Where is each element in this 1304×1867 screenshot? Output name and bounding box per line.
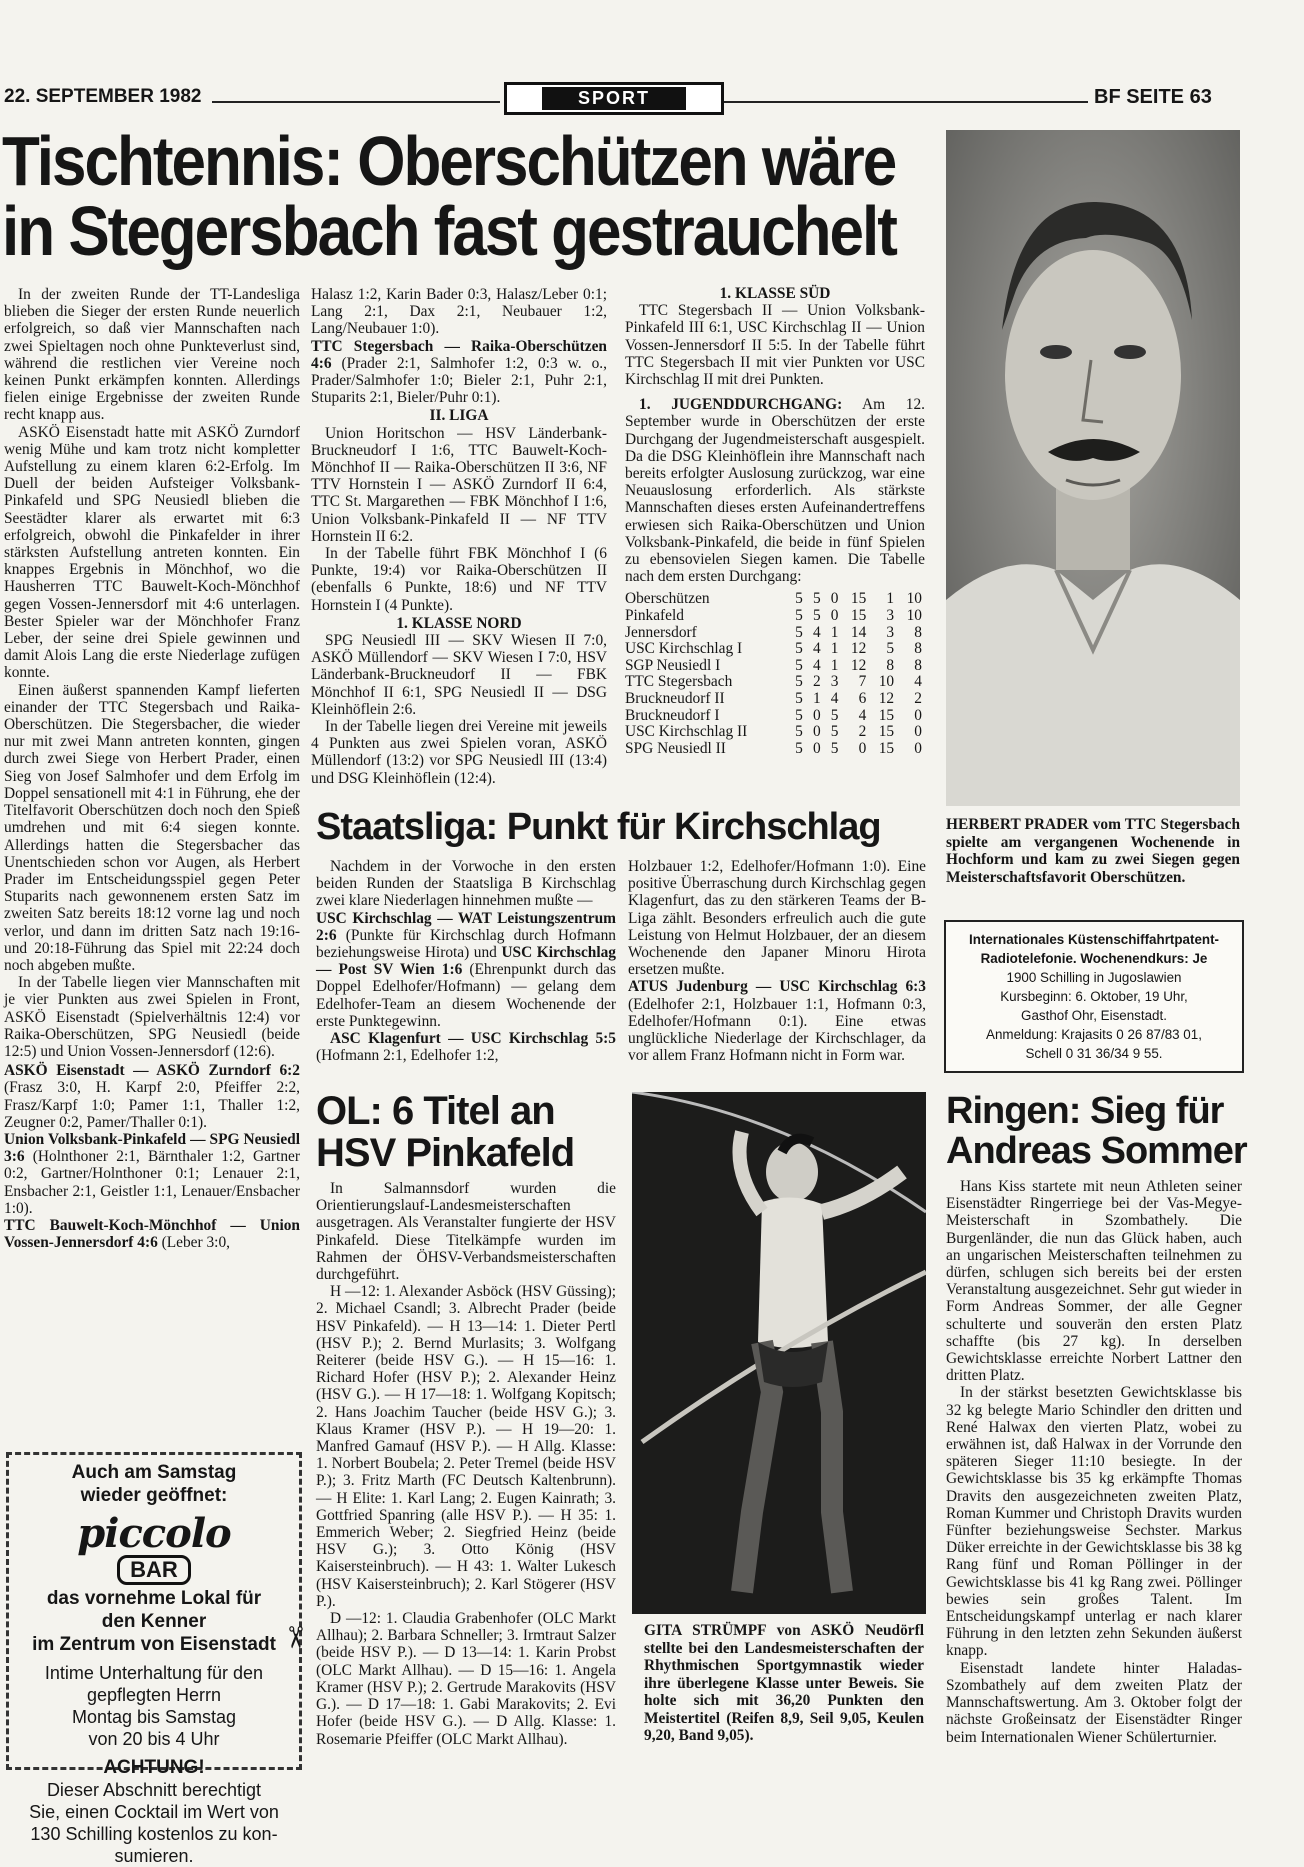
main-headline-line1: Tischtennis: Oberschützen wäre [2,123,896,201]
standings-value: 12 [850,640,867,658]
standings-team: SGP Neusiedl I [625,656,721,674]
main-headline [2,123,922,271]
staatsliga-right [628,858,926,1064]
piccolo-achtung: ACHTUNG! [103,1757,205,1778]
ringen-headline-line2: Andreas Sommer [946,1129,1247,1172]
standings-value: 15 [878,706,895,724]
standings-value: 3 [830,673,839,691]
standings-row [625,658,925,675]
jugend-text: 1. JUGENDDURCHGANG: Am 12. September wurde in Oberschützen der erste Durchgang der Jugendmeisterschaft ausgespielt. Da die DSG Kleinhöflein ihre Mannschaft nach bereits erfolgter Auslosung zurückzog, war eine Neuauslosung erforderlich. Als stärkste Mannschaften dieses ersten Aufeinandertreffens erwiesen sich Raika-Oberschützen und Union Volksbank-Pinkafeld, die beide in fünf Spielen zu ebensovielen Siegen kamen. Die Tabelle nach dem ersten Durchgang: [625,396,925,586]
course-ad-line: Kursbeginn: 6. Oktober, 19 Uhr, [1000,989,1188,1004]
standings-team: Oberschützen [625,590,710,608]
scissors-icon: ✂ [278,1624,312,1651]
standings-value: 4 [858,706,867,724]
issue-date: 22. SEPTEMBER 1982 [4,86,202,107]
piccolo-info: gepflegten Herrn [86,1685,222,1705]
standings-row [625,724,925,741]
col1-paragraph: In der Tabelle liegen vier Mannschaften mit je vier Punkten aus zwei Spielen in Front, ASKÖ Eisenstadt (Spielverhältnis 12:4) vor Raika-Oberschützen, SPG Neusiedl (beide 12:5) und Union Vossen-Jennersdorf (12:6). [4,974,300,1060]
nord-table-text: In der Tabelle liegen drei Vereine mit jeweils 4 Punkten aus zwei Spielen voran, ASKÖ Müllendorf (13:2) vor SPG Neusiedl III (13:4) und DSG Kleinhöflein (12:4). [311,718,607,787]
piccolo-logo-bar: BAR [117,1555,191,1585]
piccolo-logo-script: piccolo [77,1510,231,1557]
standings-value: 0 [914,723,922,741]
course-ad-line: Anmeldung: Krajasits 0 26 87/83 01, [986,1027,1202,1042]
standings-value: 1 [812,690,821,708]
standings-value: 12 [878,690,895,708]
sued-text: TTC Stegersbach II — Union Volksbank-Pinkafeld III 6:1, USC Kirchschlag II — Union Vossen-Jennersdorf II 5:5. In der Tabelle führt TTC Stegersbach II mit vier Punkten vor USC Kirchschlag II mit drei Punkten. [625,302,925,389]
ol-results-women: D —12: 1. Claudia Grabenhofer (OLC Markt Allhau); 2. Barbara Schneller; 3. Irmtraut Salzer (beide HSV P.). — D 13—14: 1. Karin Probst (OLC Markt Allhau). — D 15—16: 1. Angela Kramer (HSV P.); 2. Gertrude Marakovits (HSV G.). — D 17—18: 1. Gabi Marakovits; 2. Evi Hofer (beide HSV G.). — D Allg. Klasse: 1. Rosemarie Pfeiffer (OLC Markt Allhau). [316,1610,616,1748]
piccolo-bar-ad [6,1452,302,1866]
col1-paragraph: Einen äußerst spannenden Kampf lieferten einander der TTC Stegersbach und Raika-Oberschützen. Die Stegersbacher, die wieder nur mit zwei Mann antreten konnten, gingen durch zwei Siege von Herbert Prader, einen Sieg von Josef Salmhofer und dem Erfolg im Doppel sensationell mit 4:1 in Führung, ehe der Titelfavorit Oberschützen doch noch den Spieß umdrehen und mit 6:4 siegen konnte. Allerdings hatten die Stegersbacher das Unentschieden schon vor Augen, als Herbert Prader im Entscheidungsspiel gegen Peter Stuparits nach gewonnenem ersten Satz im zweiten Satz bereits 18:12 vorne lag und noch verlor, und dann im dritten Satz nach 19:16- und 20:18-Führung das Spiel mit 22:24 doch noch abgeben mußte. [4,681,300,974]
standings-value: 5 [886,640,895,658]
standings-value: 15 [878,739,895,757]
standings-value: 7 [858,673,867,691]
standings-row [625,691,925,708]
standings-value: 1 [830,656,839,674]
standings-value: 0 [830,590,839,608]
standings-team: TTC Stegersbach [625,673,733,691]
article-column-2 [311,286,607,787]
standings-value: 4 [812,640,821,658]
standings-value: 5 [830,739,839,757]
standings-value: 0 [812,723,821,741]
ol-intro: In Salmannsdorf wurden die Orientierungslauf-Landesmeisterschaften ausgetragen. Als Veranstalter fungierte der HSV Pinkafeld. Diese Titelkämpfe wurden im Rahmen der ÖHSV-Verbandsmeisterschaften durchgeführt. [316,1180,616,1284]
header-rule-right [724,101,1088,103]
standings-value: 5 [795,723,803,741]
standings-value: 4 [812,623,821,641]
standings-value: 2 [812,673,821,691]
standings-value: 5 [795,590,803,608]
standings-value: 3 [886,623,895,641]
standings-team: SPG Neusiedl II [625,739,726,757]
ringen-column [946,1178,1242,1746]
prader-caption: HERBERT PRADER vom TTC Stegersbach spielte am vergangenen Wochenende in Hochform und kam zu zwei Siegen gegen Meisterschaftsfavorit Oberschützen. [946,816,1240,886]
staatsliga-intro: Nachdem in der Vorwoche in den ersten beiden Runden der Staatsliga B Kirchschlag zwei klare Niederlagen hinnehmen mußte — [316,858,616,910]
standings-row [625,674,925,691]
standings-row [625,741,925,758]
gita-photo [632,1092,926,1614]
ol-results: H —12: 1. Alexander Asböck (HSV Güssing); 2. Michael Csandl; 3. Albrecht Prader (beide HSV Pinkafeld). — H 13—14: 1. Dieter Pertl (HSV P.); 2. Bernd Murlasits; 3. Wolfgang Reiterer (beide HSV G.). — H 15—16: 1. Richard Hofer (HSV P.); 2. Alexander Heinz (HSV G.). — H 17—18: 1. Wolfgang Kopitsch; 2. Hans Joachim Taucher (beide HSV G.); 3. Klaus Kramer (HSV P.). — H 19—20: 1. Manfred Gamauf (HSV P.). — H Allg. Klasse: 1. Norbert Boubela; 2. Peter Tremel (beide HSV P.); 3. Fritz Marth (FC Deutsch Kaltenbrunn). — H Elite: 1. Karl Lang; 2. Eugen Kainrath; 3. Gottfried Spanring (alle HSV P.). — H 35: 1. Emmerich Weber; 2. Siegfried Heinz (beide HSV G.); 3. Otto König (HSV Kaisersteinbruch). — H 43: 1. Walter Lukesch (HSV Kaisersteinbruch); 2. Karl Stögerer (HSV P.). [316,1283,616,1610]
course-ad-line: 1900 Schilling in Jugoslawien [1006,970,1182,985]
col1-paragraph: In der zweiten Runde der TT-Landesliga blieben die Sieger der ersten Runde neuerlich erfolgreich, so daß vier Mannschaften nach zwei Spieltagen noch ohne Punkteverlust sind, während die restlichen vier Vereine noch keinen Punkt erkämpfen konnten. Allerdings fielen einige Ergebnisse der zweiten Runde recht knapp aus. [4,286,300,424]
standings-value: 0 [812,739,821,757]
piccolo-info: von 20 bis 4 Uhr [88,1729,220,1749]
standings-team: Bruckneudorf I [625,706,720,724]
standings-value: 1 [830,623,839,641]
col2-result: TTC Stegersbach — Raika-Oberschützen 4:6 (Prader 2:1, Salmhofer 1:2, 0:3 w. o., Prader/Salmhofer 1:0; Bieler 2:1, Puhr 2:1, Stuparits 2:1, Bieler/Puhr 0:1). [311,337,607,407]
ol-headline [316,1090,574,1174]
standings-row [625,591,925,608]
standings-value: 8 [914,640,922,658]
ringen-paragraph: Hans Kiss startete mit neun Athleten seiner Eisenstädter Ringerriege bei der Vas-Megye-Meisterschaft in Szombathely. Die Burgenländer, die nun das Glück haben, auch an ungarischen Meisterschaften teilnehmen zu dürfen, schlugen sich bereits bei der ersten Veranstaltung ausgezeichnet. Sehr gut wieder in Form Andreas Sommer, der alle Gegner schulterte und souverän den ersten Platz schaffte (bis 27 kg). In derselben Gewichtsklasse erreichte Norbert Lattner den dritten Platz. [946,1178,1242,1385]
standings-value: 5 [795,607,803,625]
prader-portrait-graphic [946,130,1240,806]
standings-team: Jennersdorf [625,623,697,641]
course-ad-line: Radiotelefonie. Wochenendkurs: Je [980,951,1208,966]
standings-value: 0 [858,739,867,757]
staatsliga-result: ATUS Judenburg — USC Kirchschlag 6:3 (Edelhofer 2:1, Holzbauer 1:1, Hofmann 0:3, Edelhofer/Hofmann 0:1). Eine etwas unglückliche Niederlage der Kirchschlager, da vor allem Franz Hofmann nicht in Form war. [628,978,926,1065]
course-ad-line: Internationales Küstenschiffahrtpatent- [969,932,1219,947]
col2-intro: Halasz 1:2, Karin Bader 0:3, Halasz/Leber 0:1; Lang 2:1, Dax 2:1, Neubauer 1:2, Lang/Neubauer 1:0). [311,286,607,338]
standings-value: 5 [795,623,803,641]
standings-team: USC Kirchschlag I [625,640,743,658]
liga-text: Union Horitschon — HSV Länderbank-Bruckneudorf I 1:6, TTC Bauwelt-Koch-Mönchhof II — Raika-Oberschützen II 3:6, NF TTV Hornstein I — ASKÖ Zurndorf II 6:4, TTC St. Margarethen — FBK Mönchhof I 1:6, Union Volksbank-Pinkafeld II — NF TTV Hornstein II 6:2. [311,424,607,545]
standings-value: 2 [914,690,922,708]
standings-team: Bruckneudorf II [625,690,725,708]
standings-value: 5 [830,723,839,741]
section-label-text: SPORT [542,87,686,110]
section-label [504,82,724,115]
standings-value: 10 [878,673,895,691]
piccolo-coupon-text: Dieser Abschnitt berechtigt [46,1780,262,1800]
jugend-standings-table [625,591,925,757]
piccolo-coupon-text: sumieren. [114,1846,194,1866]
staatsliga-result: USC Kirchschlag — WAT Leistungszentrum 2:6 (Punkte für Kirchschlag durch Hofmann beziehungsweise Hirota) und USC Kirchschlag — Post SV Wien 1:6 (Ehrenpunkt durch das Doppel Edelhofer/Hofmann) — gelang dem Edelhofer-Team an diesem Wochenende der erste Punktegewinn. [316,909,616,1030]
standings-value: 6 [858,690,867,708]
standings-value: 4 [812,656,821,674]
piccolo-coupon-text: 130 Schilling kostenlos zu kon- [30,1824,278,1844]
standings-value: 5 [795,690,803,708]
liga-table-text: In der Tabelle führt FBK Mönchhof I (6 Punkte, 19:4) vor Raika-Oberschützen II (ebenfalls 6 Punkte, 18:6) und NF TTV Hornstein I (4 Punkte). [311,545,607,614]
gymnast-graphic [632,1092,926,1614]
standings-value: 12 [850,656,867,674]
standings-value: 0 [812,706,821,724]
standings-value: 5 [795,673,803,691]
staatsliga-result: ASC Klagenfurt — USC Kirchschlag 5:5 (Hofmann 2:1, Edelhofer 1:2, [316,1030,616,1065]
standings-value: 0 [830,607,839,625]
standings-value: 1 [886,590,895,608]
standings-row [625,608,925,625]
standings-row [625,625,925,642]
standings-value: 3 [886,607,895,625]
standings-row [625,641,925,658]
ol-column [316,1180,616,1748]
standings-value: 8 [886,656,895,674]
standings-value: 8 [914,656,922,674]
standings-value: 10 [906,607,922,625]
piccolo-info: Intime Unterhaltung für den [44,1663,264,1683]
main-headline-line2: in Stegersbach fast gestrauchelt [2,193,896,271]
nord-text: SPG Neusiedl III — SKV Wiesen II 7:0, ASKÖ Müllendorf — SKV Wiesen I 7:0, HSV Länderbank-Bruckneudorf II — FBK Mönchhof II 6:1, SPG Neusiedl II — DSG Kleinhöflein 2:6. [311,632,607,718]
col1-paragraph: ASKÖ Eisenstadt hatte mit ASKÖ Zurndorf wenig Mühe und kam trotz nicht kompletter Aufstellung zu einem klaren 6:2-Erfolg. Im Duell der beiden Aufsteiger Volksbank-Pinkafeld und SPG Neusiedl blieben die Seestädter klarer als erwartet mit 6:3 erfolgreich, obwohl die Pinkafelder in ihrer stärksten Aufstellung antreten konnten. Ein knappes Ergebnis in Mönchhof, wo die Hausherren TTC Bauwelt-Koch-Mönchhof gegen Vossen-Jennersdorf mit 4:6 unterlagen. Bester Spieler war der Mönchhofer Franz Leber, der seine drei Spiele gewinnen und damit Alois Lang die erste Niederlage zufügen konnte. [4,423,300,682]
standings-value: 0 [914,739,922,757]
article-column-1 [4,286,300,1251]
piccolo-slogan: das vornehme Lokal für [46,1588,262,1609]
standings-value: 5 [812,590,821,608]
piccolo-coupon-text: Sie, einen Cocktail im Wert von [29,1802,279,1822]
standings-value: 5 [795,656,803,674]
standings-value: 10 [906,590,922,608]
gita-caption: GITA STRÜMPF von ASKÖ Neudörfl stellte bei den Landesmeisterschaften der Rhythmischen Sportgymnastik wieder ihre überlegene Klasse unter Beweis. Sie holte sich mit 36,20 Punkten den Meistertitel (Reifen 8,9, Seil 9,05, Keulen 9,20, Band 9,05). [644,1622,924,1744]
nord-heading: 1. KLASSE NORD [396,614,522,632]
page-number: BF SEITE 63 [1094,86,1212,108]
standings-value: 5 [795,739,803,757]
staatsliga-left [316,858,616,1064]
ringen-headline-line1: Ringen: Sieg für [946,1090,1224,1132]
standings-value: 14 [850,623,867,641]
prader-photo [946,130,1240,806]
standings-value: 5 [812,607,821,625]
piccolo-slogan: im Zentrum von Eisenstadt [32,1634,276,1655]
article-column-3 [625,284,925,757]
staatsliga-headline: Staatsliga: Punkt für Kirchschlag [316,806,881,848]
standings-value: 1 [830,640,839,658]
piccolo-logo [49,1510,259,1585]
col1-result: Union Volksbank-Pinkafeld — SPG Neusiedl 3:6 (Holnthoner 2:1, Bärnthaler 1:2, Gartner 0:2, Gartner/Holnthoner 0:1; Lenauer 2:1, Ensbacher 2:1, Geistler 1:1, Lenauer/Ensbacher 1:0). [4,1130,300,1217]
staatsliga-text: Holzbauer 1:2, Edelhofer/Hofmann 1:0). Eine positive Überraschung durch Kirchschlag gegen Klagenfurt, das zu den stärkeren Teams der B-Liga zählt. Besonders erfreulich auch die gute Leistung von Helmut Holzbauer, der an diesem Wochenende den Japaner Minoru Hirota ersetzen mußte. [628,858,926,979]
course-ad-line: Gasthof Ohr, Eisenstadt. [1021,1008,1167,1023]
standings-value: 5 [795,640,803,658]
standings-value: 4 [830,690,839,708]
col1-result: ASKÖ Eisenstadt — ASKÖ Zurndorf 6:2 (Frasz 3:0, H. Karpf 2:0, Pfeiffer 2:2, Frasz/Karpf 1:0; Pamer 1:1, Thaller 1:2, Zeugner 0:2, Pamer/Thaller 0:1). [4,1062,300,1131]
col1-result: TTC Bauwelt-Koch-Mönchhof — Union Vossen-Jennersdorf 4:6 (Leber 3:0, [4,1216,300,1252]
standings-team: Pinkafeld [625,607,684,625]
sued-heading: 1. KLASSE SÜD [719,285,831,302]
ringen-paragraph: Eisenstadt landete hinter Haladas-Szombathely auf dem zweiten Platz der Mannschaftswertung. Am 3. Oktober folgt der nächste Großeinsatz der Eisenstädter Ringer beim Internationalen Wiener Schülerturnier. [946,1659,1242,1746]
standings-value: 15 [850,590,867,608]
ol-headline-line1: OL: 6 Titel an [316,1089,555,1133]
piccolo-top-line: wieder geöffnet: [80,1485,228,1506]
liga-heading: II. LIGA [429,407,489,425]
piccolo-top-line: Auch am Samstag [71,1462,237,1483]
standings-value: 15 [878,723,895,741]
header-rule-left [212,101,500,103]
ringen-headline [946,1092,1247,1172]
standings-row [625,708,925,725]
course-ad-line: Schell 0 31 36/34 9 55. [1025,1046,1163,1061]
standings-value: 2 [858,723,867,741]
standings-value: 4 [914,673,922,691]
ol-headline-line2: HSV Pinkafeld [316,1131,575,1175]
course-ad [944,920,1244,1073]
piccolo-info: Montag bis Samstag [71,1707,237,1727]
piccolo-slogan: den Kenner [101,1611,207,1632]
standings-value: 0 [914,706,922,724]
standings-value: 15 [850,607,867,625]
standings-value: 5 [795,706,803,724]
standings-value: 5 [830,706,839,724]
ringen-paragraph: In der stärkst besetzten Gewichtsklasse bis 32 kg belegte Mario Schindler den dritten und René Halwax den vierten Platz, wobei zu erwähnen ist, daß Halwax in der Vorrunde den späteren Sieger 11:10 besiegte. In der Gewichtsklasse bis 35 kg erkämpfte Thomas Dravits den ausgezeichneten zweiten Platz, Roman Kummer und Christoph Dravits wurden Fünfter beziehungsweise Sechster. Markus Düker erreichte in der Gewichtsklasse bis 38 kg Rang fünf und Roman Pöllinger in der Gewichtsklasse bis 41 kg Rang zwei. Pöllinger bewies sein großes Talent. Im Entscheidungskampf unterlag er nach klarer Führung in den letzten zehn Sekunden äußerst knapp. [946,1384,1242,1660]
standings-team: USC Kirchschlag II [625,723,748,741]
standings-value: 8 [914,623,922,641]
